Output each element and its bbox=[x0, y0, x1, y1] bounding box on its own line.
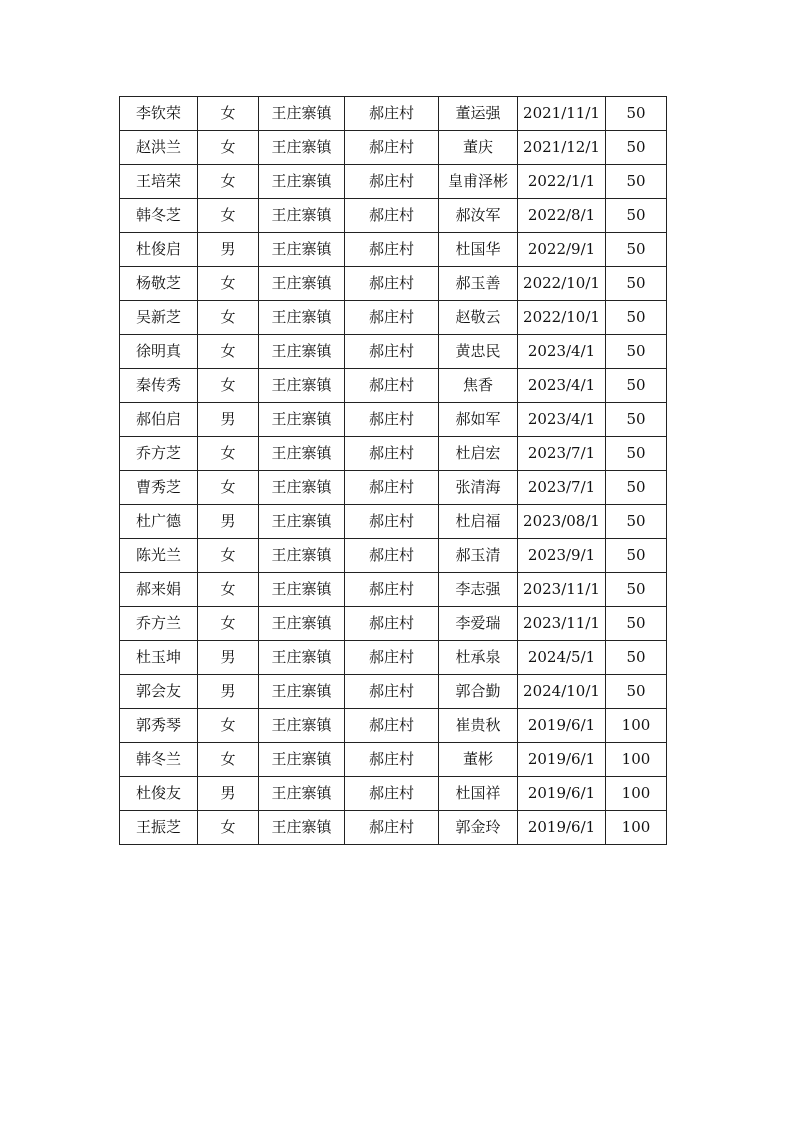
name-cell: 郝伯启 bbox=[120, 403, 198, 437]
table-row bbox=[120, 777, 667, 811]
sex-cell: 女 bbox=[198, 369, 259, 403]
name-cell: 杜俊友 bbox=[120, 777, 198, 811]
name-cell: 韩冬芝 bbox=[120, 199, 198, 233]
agent-cell: 杜国华 bbox=[439, 233, 518, 267]
town-cell: 王庄寨镇 bbox=[259, 131, 345, 165]
town-cell: 王庄寨镇 bbox=[259, 199, 345, 233]
sex-cell: 女 bbox=[198, 607, 259, 641]
town-cell: 王庄寨镇 bbox=[259, 573, 345, 607]
amount-cell: 100 bbox=[606, 709, 667, 743]
date-cell: 2022/10/1 bbox=[518, 301, 606, 335]
village-cell: 郝庄村 bbox=[345, 505, 439, 539]
name-cell: 郝来娟 bbox=[120, 573, 198, 607]
amount-cell: 50 bbox=[606, 233, 667, 267]
sex-cell: 女 bbox=[198, 267, 259, 301]
name-cell: 杨敬芝 bbox=[120, 267, 198, 301]
village-cell: 郝庄村 bbox=[345, 165, 439, 199]
town-cell: 王庄寨镇 bbox=[259, 267, 345, 301]
village-cell: 郝庄村 bbox=[345, 403, 439, 437]
sex-cell: 男 bbox=[198, 505, 259, 539]
table-row bbox=[120, 165, 667, 199]
table-row bbox=[120, 369, 667, 403]
town-cell: 王庄寨镇 bbox=[259, 607, 345, 641]
date-cell: 2023/4/1 bbox=[518, 369, 606, 403]
name-cell: 郭秀琴 bbox=[120, 709, 198, 743]
village-cell: 郝庄村 bbox=[345, 301, 439, 335]
village-cell: 郝庄村 bbox=[345, 199, 439, 233]
agent-cell: 杜国祥 bbox=[439, 777, 518, 811]
agent-cell: 杜启宏 bbox=[439, 437, 518, 471]
date-cell: 2023/7/1 bbox=[518, 437, 606, 471]
town-cell: 王庄寨镇 bbox=[259, 233, 345, 267]
name-cell: 陈光兰 bbox=[120, 539, 198, 573]
table-row bbox=[120, 743, 667, 777]
date-cell: 2023/4/1 bbox=[518, 335, 606, 369]
sex-cell: 女 bbox=[198, 301, 259, 335]
village-cell: 郝庄村 bbox=[345, 97, 439, 131]
date-cell: 2019/6/1 bbox=[518, 811, 606, 845]
agent-cell: 张清海 bbox=[439, 471, 518, 505]
village-cell: 郝庄村 bbox=[345, 267, 439, 301]
amount-cell: 50 bbox=[606, 267, 667, 301]
date-cell: 2022/1/1 bbox=[518, 165, 606, 199]
amount-cell: 50 bbox=[606, 369, 667, 403]
town-cell: 王庄寨镇 bbox=[259, 335, 345, 369]
amount-cell: 50 bbox=[606, 573, 667, 607]
date-cell: 2023/11/1 bbox=[518, 607, 606, 641]
date-cell: 2024/5/1 bbox=[518, 641, 606, 675]
amount-cell: 50 bbox=[606, 539, 667, 573]
table-row bbox=[120, 97, 667, 131]
village-cell: 郝庄村 bbox=[345, 131, 439, 165]
table-row bbox=[120, 709, 667, 743]
amount-cell: 100 bbox=[606, 743, 667, 777]
village-cell: 郝庄村 bbox=[345, 437, 439, 471]
town-cell: 王庄寨镇 bbox=[259, 301, 345, 335]
roster-table-body bbox=[120, 97, 667, 845]
table-row bbox=[120, 199, 667, 233]
sex-cell: 女 bbox=[198, 743, 259, 777]
date-cell: 2021/12/1 bbox=[518, 131, 606, 165]
sex-cell: 女 bbox=[198, 199, 259, 233]
town-cell: 王庄寨镇 bbox=[259, 811, 345, 845]
agent-cell: 崔贵秋 bbox=[439, 709, 518, 743]
village-cell: 郝庄村 bbox=[345, 709, 439, 743]
village-cell: 郝庄村 bbox=[345, 471, 439, 505]
name-cell: 乔方兰 bbox=[120, 607, 198, 641]
date-cell: 2019/6/1 bbox=[518, 743, 606, 777]
sex-cell: 男 bbox=[198, 777, 259, 811]
amount-cell: 50 bbox=[606, 437, 667, 471]
village-cell: 郝庄村 bbox=[345, 369, 439, 403]
name-cell: 乔方芝 bbox=[120, 437, 198, 471]
sex-cell: 女 bbox=[198, 709, 259, 743]
sex-cell: 男 bbox=[198, 675, 259, 709]
village-cell: 郝庄村 bbox=[345, 743, 439, 777]
village-cell: 郝庄村 bbox=[345, 539, 439, 573]
date-cell: 2022/8/1 bbox=[518, 199, 606, 233]
date-cell: 2024/10/1 bbox=[518, 675, 606, 709]
name-cell: 吴新芝 bbox=[120, 301, 198, 335]
amount-cell: 50 bbox=[606, 97, 667, 131]
agent-cell: 郝玉善 bbox=[439, 267, 518, 301]
date-cell: 2023/9/1 bbox=[518, 539, 606, 573]
village-cell: 郝庄村 bbox=[345, 335, 439, 369]
sex-cell: 女 bbox=[198, 131, 259, 165]
date-cell: 2021/11/1 bbox=[518, 97, 606, 131]
agent-cell: 焦香 bbox=[439, 369, 518, 403]
name-cell: 赵洪兰 bbox=[120, 131, 198, 165]
name-cell: 秦传秀 bbox=[120, 369, 198, 403]
agent-cell: 郝如军 bbox=[439, 403, 518, 437]
name-cell: 王振芝 bbox=[120, 811, 198, 845]
name-cell: 曹秀芝 bbox=[120, 471, 198, 505]
table-row bbox=[120, 301, 667, 335]
village-cell: 郝庄村 bbox=[345, 777, 439, 811]
amount-cell: 50 bbox=[606, 675, 667, 709]
agent-cell: 郭合勤 bbox=[439, 675, 518, 709]
amount-cell: 50 bbox=[606, 301, 667, 335]
amount-cell: 50 bbox=[606, 641, 667, 675]
agent-cell: 郝汝军 bbox=[439, 199, 518, 233]
table-row bbox=[120, 675, 667, 709]
agent-cell: 李志强 bbox=[439, 573, 518, 607]
amount-cell: 50 bbox=[606, 199, 667, 233]
table-row bbox=[120, 505, 667, 539]
town-cell: 王庄寨镇 bbox=[259, 437, 345, 471]
table-row bbox=[120, 233, 667, 267]
agent-cell: 李爱瑞 bbox=[439, 607, 518, 641]
table-row bbox=[120, 539, 667, 573]
name-cell: 郭会友 bbox=[120, 675, 198, 709]
amount-cell: 50 bbox=[606, 131, 667, 165]
amount-cell: 100 bbox=[606, 777, 667, 811]
table-row bbox=[120, 437, 667, 471]
date-cell: 2023/08/1 bbox=[518, 505, 606, 539]
village-cell: 郝庄村 bbox=[345, 573, 439, 607]
name-cell: 徐明真 bbox=[120, 335, 198, 369]
village-cell: 郝庄村 bbox=[345, 641, 439, 675]
town-cell: 王庄寨镇 bbox=[259, 505, 345, 539]
agent-cell: 董彬 bbox=[439, 743, 518, 777]
sex-cell: 女 bbox=[198, 573, 259, 607]
town-cell: 王庄寨镇 bbox=[259, 471, 345, 505]
date-cell: 2022/10/1 bbox=[518, 267, 606, 301]
agent-cell: 赵敬云 bbox=[439, 301, 518, 335]
agent-cell: 杜启福 bbox=[439, 505, 518, 539]
town-cell: 王庄寨镇 bbox=[259, 777, 345, 811]
roster-table bbox=[119, 96, 667, 845]
amount-cell: 100 bbox=[606, 811, 667, 845]
table-row bbox=[120, 267, 667, 301]
date-cell: 2019/6/1 bbox=[518, 709, 606, 743]
agent-cell: 黄忠民 bbox=[439, 335, 518, 369]
date-cell: 2023/11/1 bbox=[518, 573, 606, 607]
table-row bbox=[120, 131, 667, 165]
town-cell: 王庄寨镇 bbox=[259, 539, 345, 573]
sex-cell: 女 bbox=[198, 437, 259, 471]
town-cell: 王庄寨镇 bbox=[259, 165, 345, 199]
amount-cell: 50 bbox=[606, 505, 667, 539]
agent-cell: 董运强 bbox=[439, 97, 518, 131]
name-cell: 杜广德 bbox=[120, 505, 198, 539]
date-cell: 2023/7/1 bbox=[518, 471, 606, 505]
table-row bbox=[120, 607, 667, 641]
name-cell: 杜俊启 bbox=[120, 233, 198, 267]
table-row bbox=[120, 335, 667, 369]
table-row bbox=[120, 471, 667, 505]
sex-cell: 女 bbox=[198, 811, 259, 845]
village-cell: 郝庄村 bbox=[345, 607, 439, 641]
sex-cell: 男 bbox=[198, 403, 259, 437]
name-cell: 杜玉坤 bbox=[120, 641, 198, 675]
sex-cell: 女 bbox=[198, 165, 259, 199]
agent-cell: 皇甫泽彬 bbox=[439, 165, 518, 199]
sex-cell: 女 bbox=[198, 539, 259, 573]
table-row bbox=[120, 403, 667, 437]
town-cell: 王庄寨镇 bbox=[259, 743, 345, 777]
town-cell: 王庄寨镇 bbox=[259, 403, 345, 437]
table-row bbox=[120, 573, 667, 607]
sex-cell: 男 bbox=[198, 233, 259, 267]
sex-cell: 女 bbox=[198, 335, 259, 369]
sex-cell: 女 bbox=[198, 471, 259, 505]
date-cell: 2022/9/1 bbox=[518, 233, 606, 267]
amount-cell: 50 bbox=[606, 165, 667, 199]
village-cell: 郝庄村 bbox=[345, 675, 439, 709]
village-cell: 郝庄村 bbox=[345, 811, 439, 845]
town-cell: 王庄寨镇 bbox=[259, 369, 345, 403]
agent-cell: 杜承泉 bbox=[439, 641, 518, 675]
village-cell: 郝庄村 bbox=[345, 233, 439, 267]
name-cell: 王培荣 bbox=[120, 165, 198, 199]
amount-cell: 50 bbox=[606, 471, 667, 505]
amount-cell: 50 bbox=[606, 607, 667, 641]
agent-cell: 郭金玲 bbox=[439, 811, 518, 845]
amount-cell: 50 bbox=[606, 335, 667, 369]
sex-cell: 女 bbox=[198, 97, 259, 131]
table-row bbox=[120, 811, 667, 845]
town-cell: 王庄寨镇 bbox=[259, 97, 345, 131]
name-cell: 李钦荣 bbox=[120, 97, 198, 131]
date-cell: 2019/6/1 bbox=[518, 777, 606, 811]
town-cell: 王庄寨镇 bbox=[259, 641, 345, 675]
table-row bbox=[120, 641, 667, 675]
agent-cell: 董庆 bbox=[439, 131, 518, 165]
date-cell: 2023/4/1 bbox=[518, 403, 606, 437]
town-cell: 王庄寨镇 bbox=[259, 709, 345, 743]
name-cell: 韩冬兰 bbox=[120, 743, 198, 777]
agent-cell: 郝玉清 bbox=[439, 539, 518, 573]
amount-cell: 50 bbox=[606, 403, 667, 437]
sex-cell: 男 bbox=[198, 641, 259, 675]
town-cell: 王庄寨镇 bbox=[259, 675, 345, 709]
